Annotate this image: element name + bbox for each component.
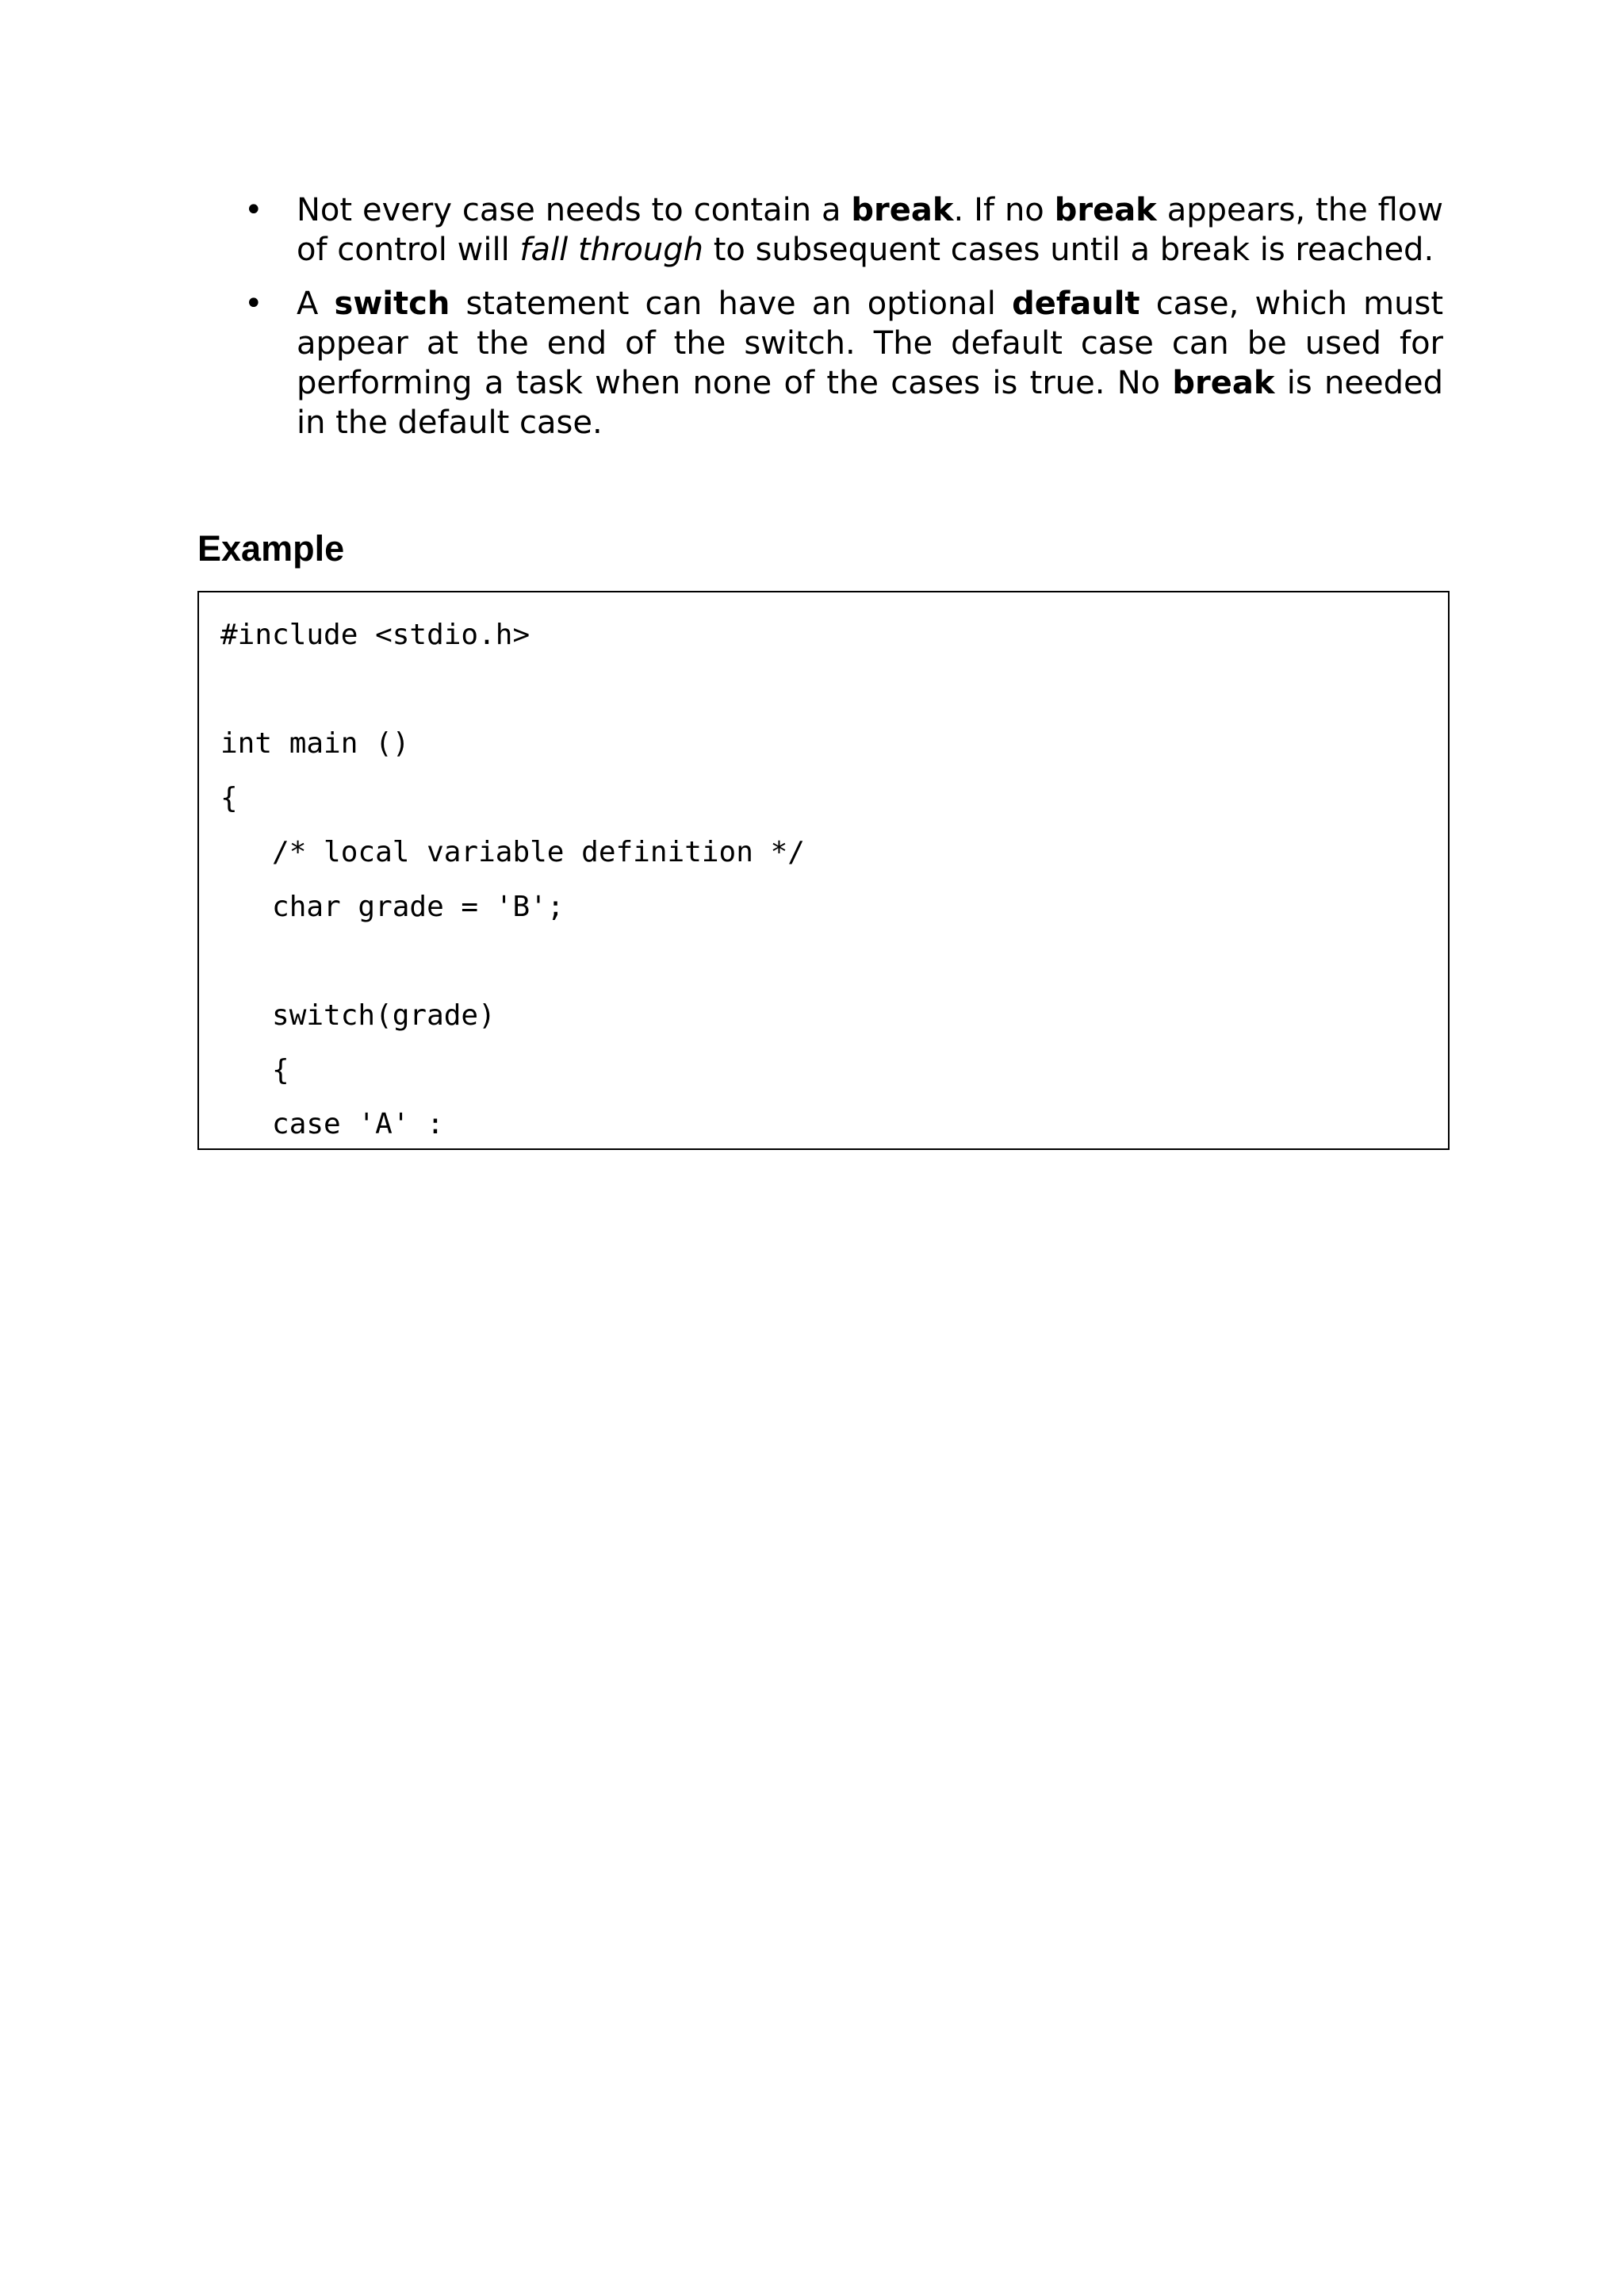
section-heading: Example [197, 528, 345, 569]
bullet-text [297, 284, 1443, 443]
text-segment: to subsequent cases until a break is reached. [703, 232, 1434, 268]
text-segment: case, which must appear at the end of the switch. The default case can be used for performing a task when none of the cases is true. No [297, 286, 1444, 401]
text-segment: appears, the flow of control will [297, 192, 1443, 268]
code-line [220, 935, 1448, 990]
code-line: { [220, 781, 238, 815]
text-segment: . If no [953, 192, 1055, 228]
code-line: int main () [220, 727, 410, 761]
bullet-marker: • [244, 286, 263, 322]
text-segment: is needed in the default case. [297, 365, 1444, 441]
code-line: #include <stdio.h> [220, 619, 530, 651]
bold-keyword: break [1054, 192, 1157, 228]
bullet-item-default [238, 284, 1443, 443]
text-segment: A [297, 286, 335, 322]
code-line: char grade = 'B'; [220, 890, 565, 923]
italic-term: fall through [519, 232, 703, 268]
bullet-list [238, 190, 1443, 457]
bullet-item-break [238, 190, 1443, 270]
code-line: { [220, 1053, 289, 1087]
code-line: /* local variable definition */ [220, 836, 805, 869]
code-line: case 'A' : [220, 1108, 444, 1141]
bold-keyword: switch [334, 286, 450, 322]
bold-keyword: break [851, 192, 954, 228]
code-line: switch(grade) [220, 999, 496, 1033]
code-line [220, 663, 1448, 718]
text-segment: statement can have an optional [450, 286, 1013, 322]
text-segment: Not every case needs to contain a [297, 192, 852, 228]
bullet-text [297, 190, 1443, 270]
bold-keyword: default [1012, 286, 1140, 322]
bold-keyword: break [1172, 365, 1275, 401]
bullet-marker: • [244, 192, 263, 228]
code-block [197, 591, 1450, 1150]
